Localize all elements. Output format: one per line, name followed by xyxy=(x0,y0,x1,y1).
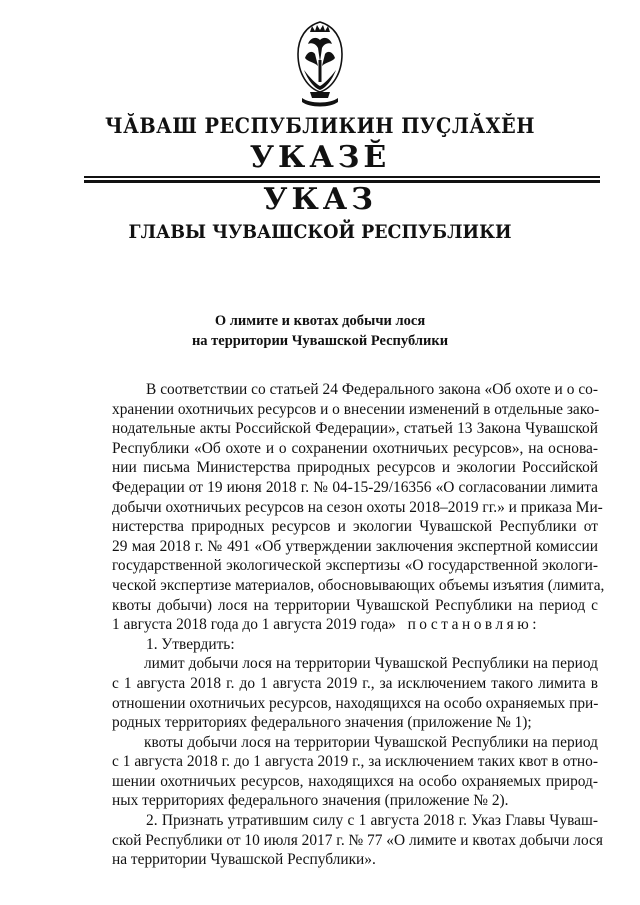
item-heading: 1. Утвердить: xyxy=(146,635,235,653)
body-line: хранении охотничьих ресурсов и о внесении изменений в отдельные зако- xyxy=(112,400,600,418)
document-body xyxy=(112,380,605,870)
chuvash-header-line: ЧӐВАШ РЕСПУБЛИКИН ПУҪЛӐХӖН xyxy=(105,113,535,138)
document-title xyxy=(0,311,640,351)
body-line: нистерства природных ресурсов и экологии Чувашской Республики от xyxy=(112,518,598,536)
body-line: добычи охотничьих ресурсов на сезон охоты 2018–2019 гг.» и приказа Ми- xyxy=(112,498,603,516)
body-line: лимит добычи лося на территории Чувашской Республики на период xyxy=(144,655,598,673)
header-divider-thin xyxy=(84,176,600,178)
body-line: нодательные акты Российской Федерации», статьей 13 Закона Чувашской xyxy=(112,420,598,438)
body-line: В соответствии со статьей 24 Федерального закона «Об охоте и о со- xyxy=(146,381,598,398)
body-line: 2. Признать утратившим силу с 1 августа 2018 г. Указ Главы Чуваш- xyxy=(146,812,598,830)
coat-of-arms-emblem xyxy=(288,18,352,110)
chuvash-decree-title: УКАЗӖ xyxy=(249,140,391,175)
body-line: шении охотничьих ресурсов, находящихся на особо охраняемых природ- xyxy=(112,772,598,790)
body-line: родных территориях федерального значения (приложение № 1); xyxy=(112,714,532,732)
body-line xyxy=(112,615,598,635)
body-line: Федерации от 19 июня 2018 г. № 04-15-29/16356 «О согласовании лимита xyxy=(112,478,598,496)
document-title-line: О лимите и квотах добычи лося xyxy=(214,313,426,329)
body-line-text: 1 августа 2018 года до 1 августа 2019 года» xyxy=(112,616,397,634)
body-line: ческой экспертизе материалов, обосновывающих объемы изъятия (лимита, xyxy=(112,576,605,594)
body-line: ных территориях федерального значения (приложение № 2). xyxy=(112,792,509,810)
body-line: государственной экологической экспертизы «О государственной экологи- xyxy=(112,557,598,575)
body-line: отношении охотничьих ресурсов, находящихся на особо охраняемых при- xyxy=(112,694,599,712)
body-line: с 1 августа 2018 г. до 1 августа 2019 г., за исключением таких квот в отно- xyxy=(112,753,598,771)
document-title-line: на территории Чувашской Республики xyxy=(191,333,449,349)
body-line: с 1 августа 2018 г. до 1 августа 2019 г., за исключением такого лимита в xyxy=(112,674,598,692)
russian-decree-title: УКАЗ xyxy=(263,182,377,217)
body-line: квоты добычи лося на территории Чувашской Республики на период xyxy=(144,733,598,751)
body-line: 29 мая 2018 г. № 491 «Об утверждении заключения экспертной комиссии xyxy=(112,537,598,555)
body-line: ской Республики от 10 июля 2017 г. № 77 «О лимите и квотах добычи лося xyxy=(112,831,603,849)
body-line: нии письма Министерства природных ресурсов и экологии Российской xyxy=(112,459,598,477)
decree-word: постановляю: xyxy=(407,616,540,634)
body-line: Республики «Об охоте и о сохранении охотничьих ресурсов», на основа- xyxy=(112,439,598,457)
body-line: квоты добычи) лося на территории Чувашской Республики на период с xyxy=(112,596,598,614)
body-line: на территории Чувашской Республики». xyxy=(112,851,376,869)
russian-decree-subtitle: ГЛАВЫ ЧУВАШСКОЙ РЕСПУБЛИКИ xyxy=(128,221,512,243)
